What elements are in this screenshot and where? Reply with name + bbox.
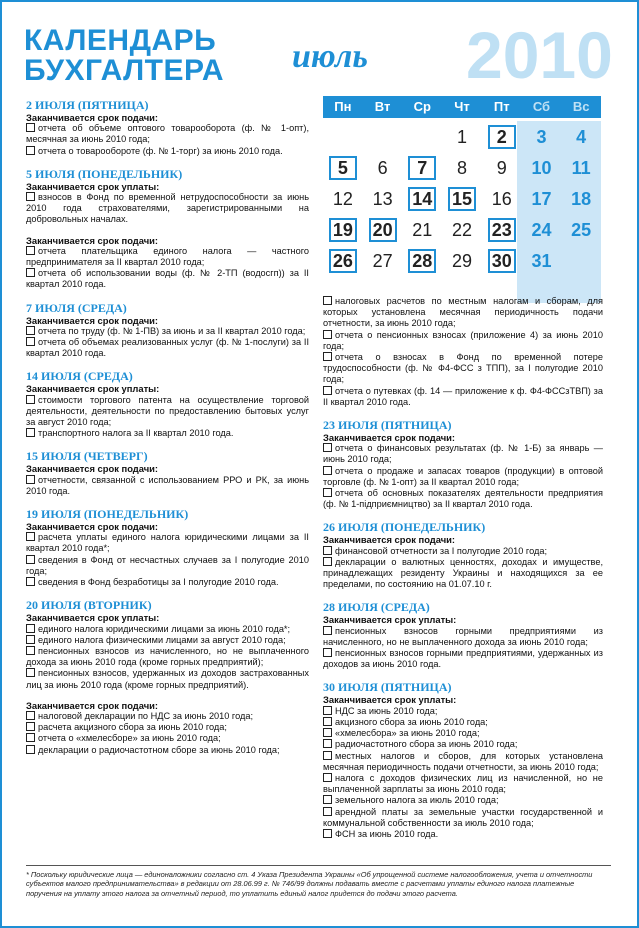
weekday-label: Ср — [413, 99, 431, 114]
checklist-item — [323, 795, 603, 806]
item-text: сведения в Фонд безработицы за I полугодие 2010 года. — [38, 577, 279, 588]
item-text: отчета о путевках (ф. 14 — приложение к ф. Ф4-ФССзТВП) за II квартал 2010 года. — [323, 385, 603, 407]
calendar-day: 21 — [412, 219, 433, 240]
section-date: 30 ИЮЛЯ (ПЯТНИЦА) — [323, 680, 452, 695]
deadline-section — [26, 507, 309, 588]
checkbox-icon — [323, 728, 332, 737]
item-text: налога с доходов физических лиц из начисленной, но не выплаченной зарплаты за июнь 2010 года; — [323, 772, 603, 795]
checkbox-icon — [323, 488, 332, 497]
calendar-day: 29 — [452, 250, 473, 271]
calendar-week-row — [323, 183, 601, 214]
item-text: отчета плательщика единого налога — частного предпринимателя за II квартал 2010 года; — [26, 245, 309, 268]
calendar-day-deadline: 15 — [442, 183, 482, 214]
calendar-day — [363, 121, 403, 152]
checklist-item — [323, 386, 603, 408]
checklist-item — [26, 428, 309, 439]
calendar-day: 13 — [372, 188, 393, 209]
item-text: отчетности, связанной с использованием РРО и РК, за июнь 2010 года. — [26, 474, 309, 496]
checklist-item — [323, 751, 603, 773]
checklist-item — [26, 475, 309, 497]
deadline-section — [26, 301, 309, 360]
checkbox-icon — [26, 395, 35, 404]
block-subheading: Заканчивается срок подачи: — [323, 534, 456, 546]
left-column — [26, 98, 309, 766]
section-date: 19 ИЮЛЯ (ПОНЕДЕЛЬНИК) — [26, 507, 189, 522]
checklist-item — [26, 745, 309, 756]
block-subheading: Заканчивается срок уплаты: — [26, 612, 160, 624]
deadline-section — [323, 680, 603, 840]
checkbox-icon — [26, 475, 35, 484]
checklist-item — [323, 807, 603, 829]
item-text: декларации о радиочастотном сборе за июнь 2010 года; — [38, 744, 280, 755]
section-date: 26 ИЮЛЯ (ПОНЕДЕЛЬНИК) — [323, 520, 486, 535]
block-subheading: Заканчивается срок уплаты: — [26, 383, 160, 395]
checklist-item — [26, 326, 309, 337]
calendar-day: 25 — [571, 219, 592, 240]
checklist-item — [26, 722, 309, 733]
checklist-item — [323, 648, 603, 670]
block-subheading: Заканчивается срок подачи: — [26, 521, 159, 533]
block-subheading: Заканчивается срок подачи: — [26, 112, 159, 123]
section-date: 20 ИЮЛЯ (ВТОРНИК) — [26, 598, 152, 613]
calendar-day-deadline: 20 — [363, 214, 403, 245]
calendar-day-deadline: 26 — [323, 245, 363, 276]
checkbox-icon — [26, 268, 35, 277]
checkbox-icon — [26, 577, 35, 586]
calendar-day: 3 — [536, 126, 547, 147]
deadline-block — [323, 432, 603, 510]
block-subheading: Заканчивается срок подачи: — [26, 699, 159, 711]
item-text: отчета об объеме оптового товарооборота (ф. № 1-опт), месячная за июнь 2010 года; — [26, 123, 309, 145]
checkbox-icon — [323, 296, 332, 305]
item-text: отчета о взносах в Фонд по временной потере трудоспособности (ф. № Ф4-ФСС з ТПП), за I полугодие 2010 года; — [323, 352, 603, 385]
deadline-block — [323, 534, 603, 590]
calendar-day: 31 — [531, 250, 552, 271]
deadline-block — [26, 383, 309, 439]
checkbox-icon — [26, 646, 35, 655]
deadline-section — [26, 369, 309, 439]
calendar-day-deadline: 5 — [323, 152, 363, 183]
calendar-day — [561, 245, 601, 276]
checklist-item — [323, 739, 603, 750]
item-text: отчета об объемах реализованных услуг (ф. № 1-послуги) за II квартал 2010 года. — [26, 337, 309, 359]
checkbox-icon — [323, 443, 332, 452]
checkbox-icon — [323, 386, 332, 395]
item-text: НДС за июнь 2010 года; — [335, 705, 438, 716]
weekday-label: Сб — [532, 99, 551, 114]
calendar-day-deadline: 23 — [482, 214, 522, 245]
title-line-1: КАЛЕНДАРЬ — [24, 24, 217, 57]
calendar-day: 16 — [491, 188, 512, 209]
checklist-item — [26, 577, 309, 588]
checkbox-icon — [323, 739, 332, 748]
deadline-block — [26, 700, 309, 756]
checkbox-icon — [323, 829, 332, 838]
checklist-item — [323, 717, 603, 728]
checkbox-icon — [323, 807, 332, 816]
checkbox-icon — [26, 146, 35, 155]
calendar-week-row — [323, 121, 601, 152]
checklist-item — [26, 123, 309, 145]
checkbox-icon — [323, 751, 332, 760]
calendar-day: 1 — [457, 126, 468, 147]
calendar-day: 18 — [571, 188, 592, 209]
footnote: * Поскольку юридические лица — единоналожники согласно ст. 4 Указа Президента Украины «Об упрощенной системе налогообложения, учета и отчетности субъектов малого предпринимательства» в редакции от 28.06.99 г. № 746/99 должны подавать вместе с расчетами уплаты единого налога платежные поручения на уплату этого налога за отчетный период, то уплатить единый налог придется до подачи этого расчета. — [26, 865, 611, 898]
item-text: налоговой декларации по НДС за июнь 2010 года; — [38, 710, 254, 721]
deadline-section — [26, 449, 309, 497]
calendar-day: 8 — [457, 157, 468, 178]
item-text: расчета уплаты единого налога юридическими лицами за II квартал 2010 года*; — [26, 532, 309, 554]
block-subheading: Заканчивается срок подачи: — [26, 463, 159, 475]
item-text: отчета об использовании воды (ф. № 2-ТП (водосгп)) за II квартал 2010 года. — [26, 268, 309, 290]
checkbox-icon — [26, 246, 35, 255]
checkbox-icon — [26, 668, 35, 677]
checkbox-icon — [323, 546, 332, 555]
deadline-section — [323, 418, 603, 510]
calendar-day: 10 — [531, 157, 552, 178]
checkbox-icon — [323, 717, 332, 726]
calendar-day: 24 — [531, 219, 552, 240]
block-subheading: Заканчивается срок уплаты: — [26, 180, 160, 192]
calendar-day-deadline: 14 — [402, 183, 442, 214]
checkbox-icon — [26, 635, 35, 644]
checklist-item — [323, 706, 603, 717]
item-text: сведения в Фонд от несчастных случаев за I полугодие 2010 года; — [26, 554, 309, 576]
deadline-section — [26, 598, 309, 755]
item-text: местных налогов и сборов, для которых установлена месячная периодичность подачи отчетности, за июнь 2010 года; — [323, 750, 603, 772]
checklist-item — [26, 532, 309, 554]
item-text: единого налога юридическими лицами за июнь 2010 года*; — [38, 623, 291, 634]
title-line-2: БУХГАЛТЕРА — [24, 54, 225, 87]
checklist-item — [26, 668, 309, 690]
item-text: арендной платы за земельные участки государственной и коммунальной собственности за июль 2010 года; — [323, 806, 603, 828]
checklist-item — [323, 352, 603, 386]
checklist-item — [323, 546, 603, 557]
checkbox-icon — [26, 555, 35, 564]
block-subheading: Заканчивается срок уплаты: — [323, 614, 457, 626]
checkbox-icon — [26, 428, 35, 437]
item-text: налоговых расчетов по местным налогам и сборам, для которых установлена месячная периодичность подачи отчетности, за июнь 2010 года; — [323, 296, 603, 329]
item-text: отчета о финансовых результатах (ф. № 1-Б) за январь — июнь 2010 года; — [323, 443, 603, 465]
checklist-item — [323, 773, 603, 795]
checklist-item — [323, 330, 603, 352]
checkbox-icon — [26, 532, 35, 541]
calendar-week-row — [323, 214, 601, 245]
calendar-day: 17 — [531, 188, 552, 209]
deadline-block — [26, 521, 309, 588]
year-label: 2010 — [466, 18, 613, 92]
weekday-label: Чт — [454, 99, 470, 114]
calendar-weekday-header — [323, 96, 601, 118]
month-label: июль — [292, 38, 368, 75]
deadline-block — [26, 235, 309, 291]
calendar-day: 11 — [571, 157, 591, 178]
deadline-section — [26, 167, 309, 291]
checklist-item — [26, 192, 309, 226]
deadline-block — [323, 614, 603, 670]
item-text: расчета акцизного сбора за июнь 2010 года; — [38, 722, 227, 733]
section-date: 28 ИЮЛЯ (СРЕДА) — [323, 600, 430, 615]
checkbox-icon — [323, 330, 332, 339]
calendar-day — [402, 121, 442, 152]
checkbox-icon — [323, 466, 332, 475]
block-subheading: Заканчивается срок подачи: — [26, 234, 159, 246]
checkbox-icon — [323, 795, 332, 804]
checklist-item — [26, 268, 309, 290]
item-text: отчета о товарообороте (ф. № 1-торг) за июнь 2010 года. — [38, 145, 283, 156]
checkbox-icon — [26, 711, 35, 720]
item-text: декларации о валютных ценностях, доходах и имуществе, принадлежащих резиденту Украины и находящихся за ее пределами, по состоянию на 01.07.10 г. — [323, 556, 603, 590]
item-text: земельного налога за июль 2010 года; — [335, 795, 499, 806]
item-text: акцизного сбора за июнь 2010 года; — [335, 716, 488, 727]
deadline-block — [26, 181, 309, 226]
item-text: единого налога физическими лицами за август 2010 года; — [38, 634, 286, 645]
checkbox-icon — [26, 123, 35, 132]
checklist-item — [26, 146, 309, 157]
checkbox-icon — [26, 192, 35, 201]
item-text: отчета о «хмелесборе» за июнь 2010 года; — [38, 733, 221, 744]
checklist-item — [323, 296, 603, 330]
item-text: ФСН за июнь 2010 года. — [335, 828, 439, 839]
deadline-section — [323, 296, 603, 408]
checklist-item — [26, 733, 309, 744]
checklist-item — [323, 557, 603, 591]
checkbox-icon — [323, 352, 332, 361]
weekday-label: Вт — [374, 99, 391, 114]
weekday-label: Пт — [493, 99, 510, 114]
deadline-block — [323, 296, 603, 408]
calendar-grid — [323, 121, 601, 303]
section-date: 14 ИЮЛЯ (СРЕДА) — [26, 369, 133, 384]
checklist-item — [26, 646, 309, 668]
item-text: отчета по труду (ф. № 1-ПВ) за июнь и за II квартал 2010 года; — [38, 325, 306, 336]
calendar-day: 22 — [452, 219, 473, 240]
section-date: 7 ИЮЛЯ (СРЕДА) — [26, 300, 127, 315]
checklist-item — [26, 337, 309, 359]
checklist-item — [26, 555, 309, 577]
checkbox-icon — [26, 733, 35, 742]
checkbox-icon — [26, 722, 35, 731]
deadline-block — [323, 694, 603, 840]
checkbox-icon — [26, 337, 35, 346]
item-text: радиочастотного сбора за июнь 2010 года; — [335, 739, 518, 750]
item-text: пенсионных взносов горными предприятиями из начисленного, но не выплаченного дохода за июнь 2010 года; — [323, 625, 603, 647]
checklist-item — [26, 395, 309, 429]
calendar-day: 6 — [377, 157, 388, 178]
calendar-day-deadline: 28 — [402, 245, 442, 276]
calendar-day: 27 — [372, 250, 393, 271]
calendar-day-deadline: 2 — [482, 121, 522, 152]
checkbox-icon — [323, 557, 332, 566]
checklist-item — [323, 829, 603, 840]
item-text: стоимости торгового патента на осуществление торговой деятельности, деятельности по предоставлению бытовых услуг за август 2010 года; — [26, 394, 309, 428]
calendar-day-deadline: 30 — [482, 245, 522, 276]
right-column — [323, 296, 603, 850]
checkbox-icon — [323, 773, 332, 782]
calendar-day-deadline: 19 — [323, 214, 363, 245]
checkbox-icon — [323, 626, 332, 635]
checklist-item — [26, 635, 309, 646]
page-title — [24, 26, 224, 86]
calendar-day-deadline: 7 — [402, 152, 442, 183]
block-subheading: Заканчивается срок уплаты: — [323, 694, 457, 706]
item-text: взносов в Фонд по временной нетрудоспособности за июнь 2010 года страхователями, зарегистрированными на добровольных началах. — [26, 192, 309, 225]
item-text: пенсионных взносов горными предприятиями, удержанных из доходов за июнь 2010 года. — [323, 648, 603, 670]
checklist-item — [323, 488, 603, 510]
checkbox-icon — [26, 745, 35, 754]
item-text: пенсионных взносов из начисленного, но не выплаченного дохода за июнь 2010 года (кроме горных предприятий); — [26, 645, 309, 668]
deadline-block — [26, 315, 309, 360]
calendar-week-row — [323, 152, 601, 183]
item-text: финансовой отчетности за I полугодие 2010 года; — [335, 545, 548, 556]
section-date: 15 ИЮЛЯ (ЧЕТВЕРГ) — [26, 449, 148, 464]
checklist-item — [26, 246, 309, 268]
checkbox-icon — [323, 648, 332, 657]
item-text: отчета о продаже и запасах товаров (продукции) в оптовой торговле (ф. № 1-опт) за II квартал 2010 года; — [323, 465, 603, 487]
deadline-block — [26, 612, 309, 690]
checklist-item — [26, 624, 309, 635]
checklist-item — [323, 443, 603, 465]
calendar-day: 4 — [576, 126, 587, 147]
checkbox-icon — [323, 706, 332, 715]
item-text: пенсионных взносов, удержанных из доходов застрахованных лиц за июнь 2010 года (кроме горных предприятий). — [26, 668, 309, 690]
deadline-section — [323, 520, 603, 590]
section-date: 2 ИЮЛЯ (ПЯТНИЦА) — [26, 98, 149, 112]
item-text: отчета об основных показателях деятельности предприятия (ф. № 1-підприємництво) за II квартал 2010 года. — [323, 488, 603, 510]
deadline-block — [26, 463, 309, 497]
checklist-item — [323, 728, 603, 739]
block-subheading: Заканчивается срок подачи: — [26, 314, 159, 326]
deadline-section — [26, 98, 309, 157]
item-text: «хмелесбора» за июнь 2010 года; — [335, 728, 480, 739]
checkbox-icon — [26, 326, 35, 335]
calendar-day — [323, 121, 363, 152]
weekday-label: Вс — [572, 99, 590, 114]
checklist-item — [26, 711, 309, 722]
block-subheading: Заканчивается срок подачи: — [323, 432, 456, 444]
section-date: 23 ИЮЛЯ (ПЯТНИЦА) — [323, 418, 452, 433]
checkbox-icon — [26, 624, 35, 633]
item-text: отчета о пенсионных взносах (приложение 4) за июнь 2010 года; — [323, 329, 603, 351]
deadline-block — [26, 112, 309, 157]
calendar-day: 12 — [332, 188, 353, 209]
section-date: 5 ИЮЛЯ (ПОНЕДЕЛЬНИК) — [26, 166, 183, 181]
calendar-day: 9 — [496, 157, 507, 178]
weekday-label: Пн — [334, 99, 352, 114]
item-text: транспортного налога за II квартал 2010 года. — [38, 428, 234, 439]
checklist-item — [323, 626, 603, 648]
calendar-week-row — [323, 245, 601, 276]
deadline-section — [323, 600, 603, 670]
checklist-item — [323, 466, 603, 488]
month-calendar — [323, 96, 601, 303]
